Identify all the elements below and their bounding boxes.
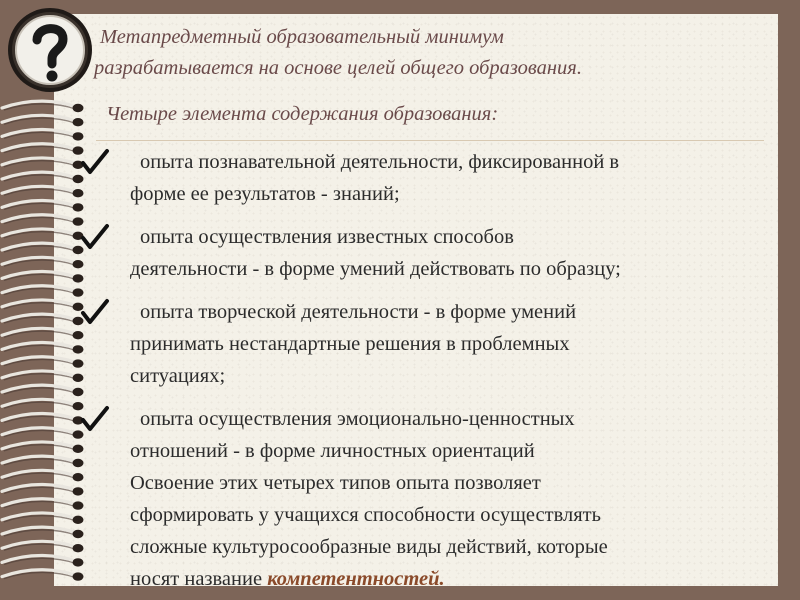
intro-block (94, 22, 780, 126)
list-item-text: деятельности - в форме умений действовать по образцу; (130, 258, 621, 280)
spiral-ring-icon (2, 201, 84, 212)
spiral-ring-icon (2, 414, 84, 425)
list-item (80, 296, 780, 392)
list-item-text: опыта познавательной деятельности, фиксированной в (140, 151, 620, 173)
spiral-ring-icon (2, 513, 84, 524)
spiral-ring-icon (2, 456, 84, 467)
spiral-ring-icon (2, 300, 84, 311)
spiral-ring-icon (2, 541, 84, 552)
list-item (80, 403, 780, 595)
list-item-line (130, 296, 780, 328)
spiral-ring-icon (2, 385, 84, 396)
spiral-ring-icon (2, 158, 84, 169)
spiral-ring-icon (2, 115, 84, 126)
list-item-text: сложные культуросообразные виды действий, которые (130, 536, 608, 558)
spiral-ring-icon (2, 328, 84, 339)
question-mark-icon (4, 4, 96, 96)
spiral-ring-icon (2, 286, 84, 297)
elements-heading: Четыре элемента содержания образования: (106, 103, 499, 125)
spiral-ring-icon (2, 570, 84, 581)
spiral-ring-icon (2, 556, 84, 567)
spiral-ring-icon (2, 186, 84, 197)
list-item-text: Освоение этих четырех типов опыта позволяет (130, 472, 541, 494)
spiral-ring-icon (2, 130, 84, 141)
competence-term: компетентностей. (267, 568, 445, 590)
intro-line-2: разрабатывается на основе целей общего образования. (94, 57, 582, 79)
spiral-ring-icon (2, 172, 84, 183)
list-item-text: отношений - в форме личностных ориентаций (130, 440, 535, 462)
spiral-ring-icon (2, 371, 84, 382)
elements-list (80, 146, 780, 595)
spiral-ring-icon (2, 243, 84, 254)
spiral-ring-icon (2, 314, 84, 325)
list-item-line (130, 146, 780, 178)
spiral-ring-icon (2, 485, 84, 496)
spiral-ring-icon (2, 357, 84, 368)
spiral-ring-icon (2, 499, 84, 510)
checkmark-icon (80, 223, 110, 251)
spiral-ring-icon (2, 229, 84, 240)
list-item (80, 221, 780, 285)
spiral-ring-icon (2, 428, 84, 439)
list-item-text: опыта осуществления эмоционально-ценностных (140, 408, 575, 430)
spiral-ring-icon (2, 101, 84, 112)
heading-divider (96, 140, 764, 141)
list-item-text: принимать нестандартные решения в проблемных (130, 333, 570, 355)
list-item-text: ситуациях; (130, 365, 226, 387)
spiral-ring-icon (2, 257, 84, 268)
spiral-ring-icon (2, 527, 84, 538)
checkmark-icon (80, 148, 110, 176)
spiral-ring-icon (2, 399, 84, 410)
spiral-ring-icon (2, 215, 84, 226)
list-item (80, 146, 780, 210)
checkmark-icon (80, 405, 110, 433)
spiral-ring-icon (2, 470, 84, 481)
intro-line-1: Метапредметный образовательный минимум (100, 26, 504, 48)
intro-text (94, 22, 780, 84)
spiral-ring-icon (2, 343, 84, 354)
list-item-text: форме ее результатов - знаний; (130, 183, 400, 205)
list-item-text: опыта творческой деятельности - в форме умений (140, 301, 577, 323)
spiral-ring-icon (2, 442, 84, 453)
spiral-ring-icon (2, 272, 84, 283)
spiral-ring-icon (2, 144, 84, 155)
checkmark-icon (80, 298, 110, 326)
list-item-line (130, 221, 780, 253)
list-item-text: опыта осуществления известных способов (140, 226, 514, 248)
list-item-line (130, 403, 780, 435)
list-item-text: сформировать у учащихся способности осуществлять (130, 504, 601, 526)
list-item-line (130, 563, 780, 595)
list-item-text: носят название (130, 568, 268, 590)
